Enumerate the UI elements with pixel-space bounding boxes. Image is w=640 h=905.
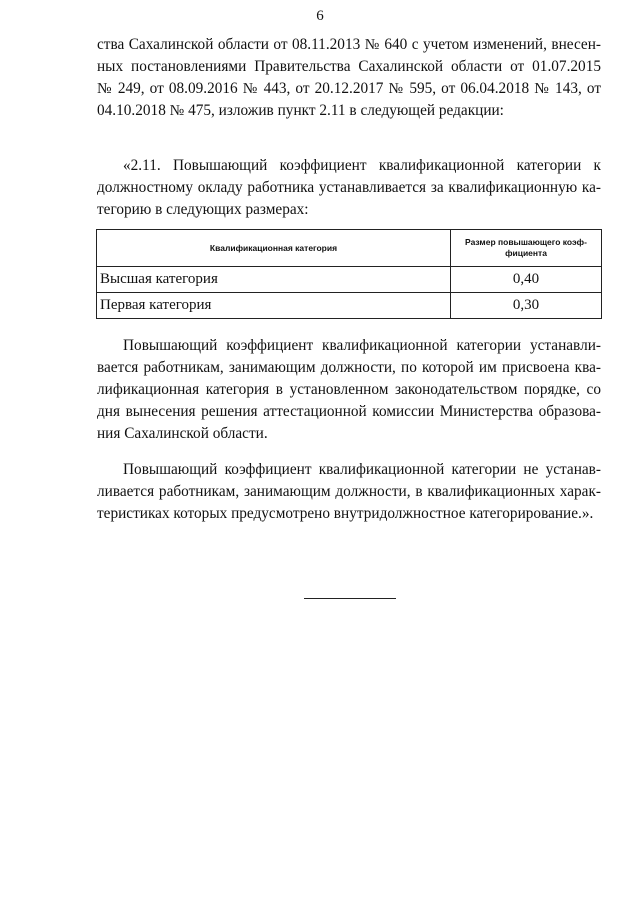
paragraph-line: тегорию в следующих размерах: — [97, 201, 309, 218]
paragraph-line: теристиках которых предусмотрено внутридолжностное категорирование.». — [97, 505, 594, 522]
table-row — [97, 293, 602, 319]
coefficient-cell: 0,40 — [451, 267, 602, 293]
table-header-row — [97, 230, 602, 267]
page-number: 6 — [316, 8, 324, 24]
paragraph-line: Повышающий коэффициент квалификационной категории устанавли- — [123, 337, 601, 354]
paragraph-line: 04.10.2018 № 475, изложив пункт 2.11 в следующей редакции: — [97, 102, 504, 119]
paragraph-line: дня вынесения решения аттестационной комиссии Министерства образова- — [97, 403, 601, 420]
paragraph-line: Повышающий коэффициент квалификационной категории не устанав- — [123, 461, 601, 478]
paragraph-amendment-intro — [97, 34, 601, 122]
paragraph-coefficient-applied — [97, 335, 601, 445]
paragraph-clause-2-11 — [97, 155, 601, 221]
paragraph-line: лификационная категория в установленном законодательством порядке, со — [97, 381, 601, 398]
paragraph-line: ства Сахалинской области от 08.11.2013 № 640 с учетом изменений, внесен- — [97, 36, 601, 53]
category-cell: Первая категория — [97, 293, 451, 319]
paragraph-line: должностному окладу работника устанавливается за квалификационную ка- — [97, 179, 601, 196]
paragraph-coefficient-not-applied — [97, 459, 601, 525]
paragraph-line: № 249, от 08.09.2016 № 443, от 20.12.2017 № 595, от 06.04.2018 № 143, от — [97, 80, 601, 97]
coefficient-cell: 0,30 — [451, 293, 602, 319]
coefficient-table — [96, 229, 602, 319]
category-cell: Высшая категория — [97, 267, 451, 293]
header-category: Квалификационная категория — [97, 230, 451, 267]
paragraph-line: ливается работникам, занимающим должности, в квалификационных харак- — [97, 483, 601, 500]
paragraph-line: вается работникам, занимающим должности, по которой им присвоена ква- — [97, 359, 601, 376]
paragraph-line: ния Сахалинской области. — [97, 425, 268, 442]
paragraph-line: «2.11. Повышающий коэффициент квалификационной категории к — [123, 157, 601, 174]
table-row — [97, 267, 602, 293]
closing-divider — [304, 598, 396, 599]
paragraph-line: ных постановлениями Правительства Сахалинской области от 01.07.2015 — [97, 58, 601, 75]
header-coefficient: Размер повышающего коэф- фициента — [451, 230, 602, 267]
